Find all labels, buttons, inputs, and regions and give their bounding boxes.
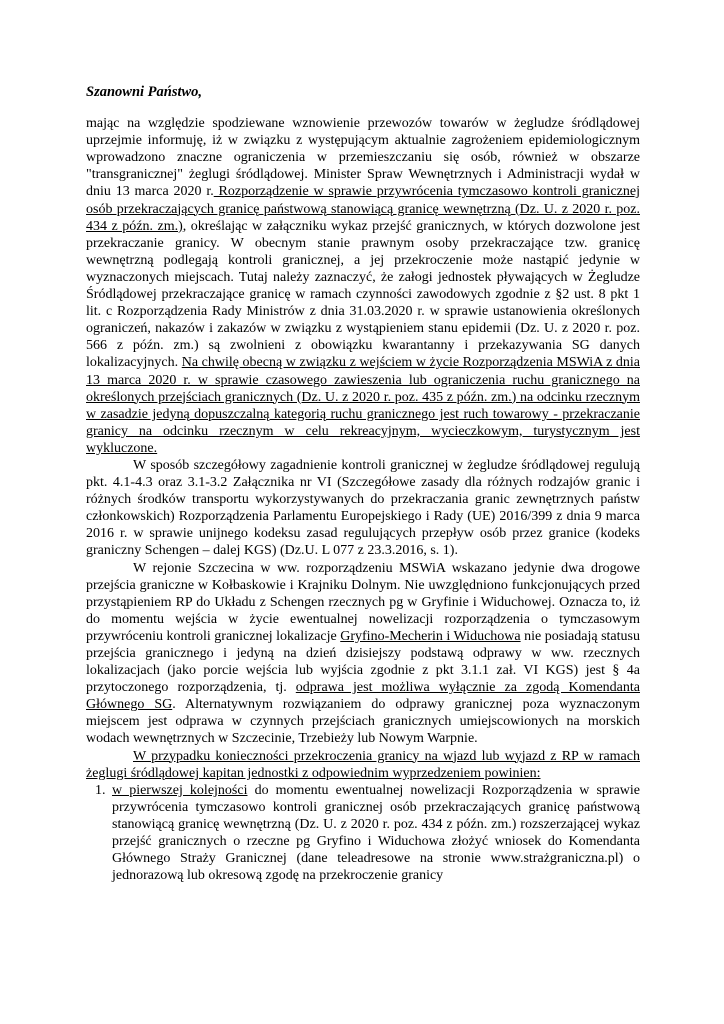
paragraph-szczecin xyxy=(86,560,640,748)
list-item xyxy=(109,782,640,885)
paragraph-regulations: W sposób szczegółowy zagadnienie kontroli granicznej w żegludze śródlądowej regulują pkt. 4.1-4.3 oraz 3.1-3.2 Załącznika nr VI (Szczegółowe zasady dla różnych rodzajów granic i różnych środków transportu wykorzystywanych do przekraczania granic zewnętrznych państw członkowskich) Rozporządzenia Parlamentu Europejskiego i Rady (UE) 2016/399 z dnia 9 marca 2016 r. w sprawie unijnego kodeksu zasad regulujących przepływ osób przez granice (kodeks graniczny Schengen – dalej KGS) (Dz.U. L 077 z 23.3.2016, s. 1). xyxy=(86,457,640,559)
procedure-list xyxy=(86,782,640,885)
szczecin-text-continued: nie posiadają statusu przejścia granicznego i jedyną na dzień dzisiejszy podstawą odprawy w ww. rzecznych lokalizacjach (jako porcie wejścia lub wyjścia zgodnie z pkt 3.1.1 zał. VI KGS) jest § 4a przytoczonego rozporządzenia, tj. xyxy=(86,628,640,696)
regulation-reference-underlined: Rozporządzenie w sprawie przywrócenia tymczasowo kontroli granicznej osób przekraczających granicę państwową stanowiącą granicę wewnętrzną (Dz. U. z 2020 r. poz. 434 z późn. zm.) xyxy=(86,184,640,234)
intro-text: mając na względzie spodziewane wznowienie przewozów towarów w żegludze śródlądowej uprzejmie informuję, iż w związku z występującym aktualnie zagrożeniem epidemiologicznym wprowadzono znaczne ograniczenia w przemieszczaniu się osób, również w obszarze "transgranicznej" żeglugi śródlądowej. Minister Spraw Wewnętrznych i Administracji wydał w dniu 13 marca 2020 r. xyxy=(86,116,640,200)
locations-underlined: Gryfino-Mecherin i Widuchowa xyxy=(340,628,521,644)
szczecin-text: W rejonie Szczecina w ww. rozporządzeniu MSWiA wskazano jedynie dwa drogowe przejścia graniczne w Kołbaskowie i Krajniku Dolnym. Nie uwzględniono funkcjonujących przed przystąpieniem RP do Układu z Schengen rzecznych pg w Gryfinie i Widuchowej. Oznacza to, iż do momentu wejścia w życie ewentualnej nowelizacji rozporządzenia o tymczasowym przywróceniu kontroli granicznej lokalizacje xyxy=(86,560,640,644)
first-step-underlined: w pierwszej kolejności xyxy=(112,782,248,798)
list-item-text: do momentu ewentualnej nowelizacji Rozporządzenia w sprawie przywrócenia tymczasowo kontroli granicznej osób przekraczających granicę państwową stanowiącą granicę wewnętrzną (Dz. U. z 2020 r. poz. 434 z późn. zm.) rozszerzającej wykaz przejść granicznych o rzeczne pg Gryfino i Widuchowa złożyć wniosek do Komendanta Głównego Straży Granicznej (dane teleadresowe na stronie www.strażgraniczna.pl) o jednorazową lub okresową zgodę na przekroczenie granicy xyxy=(112,782,640,884)
salutation: Szanowni Państwo, xyxy=(86,84,203,100)
szczecin-text-end: . Alternatywnym rozwiązaniem do odprawy granicznej poza wyznaczonym miejscem jest odprawa w czynnych przejściach granicznych umiejscowionych na morskich wodach wewnętrznych w Szczecinie, Trzebieży lub Nowym Warpnie. xyxy=(86,697,640,747)
paragraph-procedure-intro: W przypadku konieczności przekroczenia granicy na wjazd lub wyjazd z RP w ramach żeglugi śródlądowej kapitan jednostki z odpowiednim wyprzedzeniem powinien: xyxy=(86,748,640,781)
current-restriction-underlined: Na chwilę obecną w związku z wejściem w życie Rozporządzenia MSWiA z dnia 13 marca 2020 r. w sprawie czasowego zawieszenia lub ograniczenia ruchu granicznego na określonych przejściach granicznych (Dz. U. z 2020 r. poz. 435 z późn. zm.) na odcinku rzecznym w zasadzie jedyną dopuszczalną kategorią ruchu granicznego jest ruch towarowy - przekraczanie granicy na odcinku rzecznym w celu rekreacyjnym, wycieczkowym, turystycznym jest wykluczone. xyxy=(86,355,640,456)
paragraph-intro xyxy=(86,115,640,457)
intro-text-continued: , określając w załączniku wykaz przejść granicznych, w których dozwolone jest przekraczanie granicy. W obecnym stanie prawnym osoby przekraczające tzw. granicę wewnętrzną podlegają kontroli granicznej, a jej przekroczenie może nastąpić jedynie w wyznaczonych miejscach. Tutaj należy zaznaczyć, że załogi jednostek pływających w Żegludze Śródlądowej przekraczające granicę w ramach czynności zawodowych zgodnie z §2 ust. 8 pkt 1 lit. c Rozporządzenia Rady Ministrów z dnia 31.03.2020 r. w sprawie ustanowienia określonych ograniczeń, nakazów i zakazów w związku z wystąpieniem stanu epidemii (Dz. U. z 2020 r. poz. 566 z późn. zm.) są zwolnieni z obowiązku kwarantanny i przekazywania SG danych lokalizacyjnych. xyxy=(86,218,640,371)
approval-requirement-underlined: odprawa jest możliwa wyłącznie za zgodą Komendanta Głównego SG xyxy=(86,680,640,713)
